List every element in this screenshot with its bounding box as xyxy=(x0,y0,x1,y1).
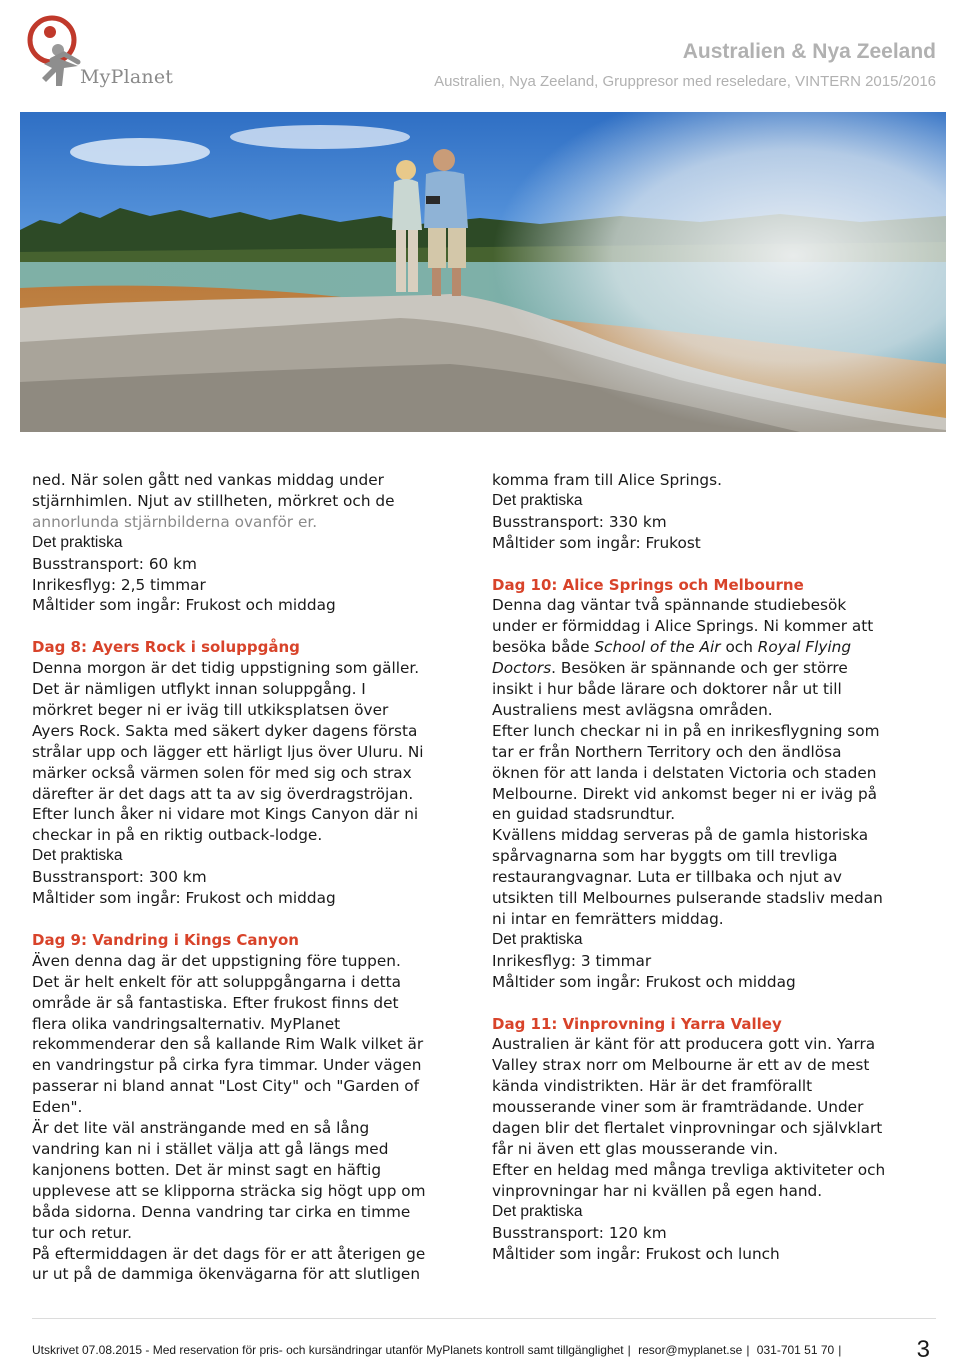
doctors: Doctors xyxy=(492,659,552,678)
text-line: insikt i hur både lärare och doktorer når ut till xyxy=(492,680,842,699)
text-line: område är så fantastiska. Efter frukost finns det xyxy=(32,993,399,1012)
text-line: Australien är känt för att producera gott vin. Yarra xyxy=(492,1035,876,1054)
text-line: Efter lunch checkar ni in på en inrikesflygning som xyxy=(492,721,880,740)
text-line: Busstransport: 60 km xyxy=(32,554,197,573)
text-line: dagen blir det flertalet vinprovningar och självklart xyxy=(492,1119,883,1138)
day-11-heading: Dag 11: Vinprovning i Yarra Valley xyxy=(492,1014,782,1033)
text-line: Måltider som ingår: Frukost och middag xyxy=(32,596,336,615)
text-line: Kvällens middag serveras på de gamla historiska xyxy=(492,826,869,845)
text-line: vandring kan ni i stället välja att gå längs med xyxy=(32,1139,389,1158)
practical-label: Det praktiska xyxy=(492,930,583,948)
text-line: märker också värmen solen för med sig och strax xyxy=(32,763,412,782)
text-line: ur ut på de dammiga ökenvägarna för att slutligen xyxy=(32,1265,421,1284)
royal-flying: Royal Flying xyxy=(757,638,852,657)
text-line: Efter lunch åker ni vidare mot Kings Canyon där ni xyxy=(32,805,419,824)
page-subtitle: Australien, Nya Zeeland, Gruppresor med reseledare, VINTERN 2015/2016 xyxy=(434,73,936,90)
text-line: utsikten till Melbournes pulserande stadsliv medan xyxy=(492,889,883,908)
text-line: restaurangvagnar. Luta er tillbaka och njut av xyxy=(492,868,842,887)
text-line: Busstransport: 330 km xyxy=(492,512,667,531)
text-segment: och xyxy=(720,638,758,657)
text-line: mousserande viner som är framträdande. Under xyxy=(492,1098,864,1117)
text-line: rekommenderar den så kallande Rim Walk vilket är xyxy=(32,1035,424,1054)
text-line: Är det lite väl ansträngande med en så lång xyxy=(32,1119,370,1138)
text-line: tur och retur. xyxy=(32,1223,132,1242)
practical-label: Det praktiska xyxy=(492,1202,583,1220)
text-line: spårvagnarna som har byggts om till trevliga xyxy=(492,847,838,866)
day-10-heading: Dag 10: Alice Springs och Melbourne xyxy=(492,575,804,594)
text-line: Det är nämligen utflykt innan soluppgång. I xyxy=(32,680,366,699)
text-line: Busstransport: 300 km xyxy=(32,868,207,887)
text-line: tar er från Northern Territory och den ändlösa xyxy=(492,742,842,761)
text-line: Denna dag väntar två spännande studiebesök xyxy=(492,596,847,615)
text-line: får ni även ett glas mousserande vin. xyxy=(492,1139,779,1158)
text-line: Ayers Rock. Sakta med säkert dyker dagens första xyxy=(32,721,418,740)
footer-divider xyxy=(32,1318,936,1319)
text-line: en guidad stadsrundtur. xyxy=(492,805,676,824)
footer-phone: 031-701 51 70 xyxy=(756,1343,835,1357)
text-line: Måltider som ingår: Frukost och middag xyxy=(492,972,796,991)
footer-written: Utskrivet 07.08.2015 xyxy=(32,1343,143,1357)
text-line: Melbourne. Direkt vid ankomst beger ni er iväg på xyxy=(492,784,878,803)
day-8-heading: Dag 8: Ayers Rock i soluppgång xyxy=(32,638,300,657)
text-line: upplevese att se klipporna sträcka sig högt upp om xyxy=(32,1181,426,1200)
text-line: Inrikesflyg: 2,5 timmar xyxy=(32,575,206,594)
logo-text: MyPlanet xyxy=(80,66,174,88)
practical-label: Det praktiska xyxy=(32,533,123,551)
hero-photo xyxy=(20,112,946,432)
day-9-heading: Dag 9: Vandring i Kings Canyon xyxy=(32,930,299,949)
text-line: Eden". xyxy=(32,1098,83,1117)
page-title: Australien & Nya Zeeland xyxy=(682,40,936,63)
text-line: Måltider som ingår: Frukost xyxy=(492,533,701,552)
page-number: 3 xyxy=(916,1336,930,1363)
footer-email-link[interactable]: resor@myplanet.se xyxy=(638,1343,743,1357)
text-line: en vandringstur på cirka fyra timmar. Under vägen xyxy=(32,1056,422,1075)
text-line: Busstransport: 120 km xyxy=(492,1223,667,1242)
text-line xyxy=(492,658,932,679)
text-line: passerar ni bland annat "Lost City" och "Garden of xyxy=(32,1077,420,1096)
text-line: båda sidorna. Denna vandring tar cirka en timme xyxy=(32,1202,411,1221)
practical-label: Det praktiska xyxy=(492,491,583,509)
footer: Utskrivet 07.08.2015 - Med reservation för pris- och kursändringar utanför MyPlanets kontroll samt tillgänglighet | resor@myplanet.se | 031-701 51 70 | xyxy=(32,1343,842,1357)
text-line: öknen för att landa i delstaten Victoria och staden xyxy=(492,763,877,782)
text-line: under er förmiddag i Alice Springs. Ni kommer att xyxy=(492,617,874,636)
text-line: Måltider som ingår: Frukost och lunch xyxy=(492,1244,780,1263)
text-segment: besöka både xyxy=(492,638,595,657)
text-line: Efter en heldag med många trevliga aktiviteter och xyxy=(492,1160,886,1179)
text-line: ned. När solen gått ned vankas middag under xyxy=(32,471,384,489)
text-line: kanjonens botten. Det är minst sagt en häftig xyxy=(32,1160,382,1179)
text-line xyxy=(492,637,932,658)
text-line: Måltider som ingår: Frukost och middag xyxy=(32,889,336,908)
text-line: Valley strax norr om Melbourne är ett av de mest xyxy=(492,1056,870,1075)
text-line: checkar in på en riktig outback-lodge. xyxy=(32,826,323,845)
text-line: Även denna dag är det uppstigning före tuppen. xyxy=(32,951,401,970)
footer-note: - Med reservation för pris- och kursändringar utanför MyPlanets kontroll samt tillgänglighet xyxy=(145,1343,624,1357)
text-line: flera olika vandringsalternativ. MyPlanet xyxy=(32,1014,341,1033)
text-line: ni intar en femrätters middag. xyxy=(492,910,724,929)
text-line: Australiens mest avlägsna områden. xyxy=(492,700,773,719)
text-line: strålar upp och lägger ett härligt ljus över Uluru. Ni xyxy=(32,742,424,761)
text-line: På eftermiddagen är det dags för er att återigen ge xyxy=(32,1244,426,1263)
text-line: Det är helt enkelt för att soluppgångarna i detta xyxy=(32,972,401,991)
text-segment: . Besöken är spännande och ger större xyxy=(551,659,848,678)
text-line: Denna morgon är det tidig uppstigning som gäller. xyxy=(32,659,420,678)
practical-label: Det praktiska xyxy=(32,847,123,865)
text-line: komma fram till Alice Springs. xyxy=(492,471,722,489)
text-line: kända vindistrikten. Här är det framförallt xyxy=(492,1077,813,1096)
text-line: vinprovningar har ni kvällen på egen hand. xyxy=(492,1181,823,1200)
text-line: stjärnhimlen. Njut av stillheten, mörkret och de xyxy=(32,491,395,510)
left-column xyxy=(32,470,472,1285)
right-column xyxy=(492,470,932,1264)
text-line: Inrikesflyg: 3 timmar xyxy=(492,951,652,970)
text-line: annorlunda stjärnbilderna ovanför er. xyxy=(32,512,318,531)
text-line: därefter är det dags att ta av sig överdragströjan. xyxy=(32,784,414,803)
school-of-the-air: School of the Air xyxy=(594,638,721,657)
text-line: mörkret beger ni er iväg till utkiksplatsen över xyxy=(32,700,389,719)
